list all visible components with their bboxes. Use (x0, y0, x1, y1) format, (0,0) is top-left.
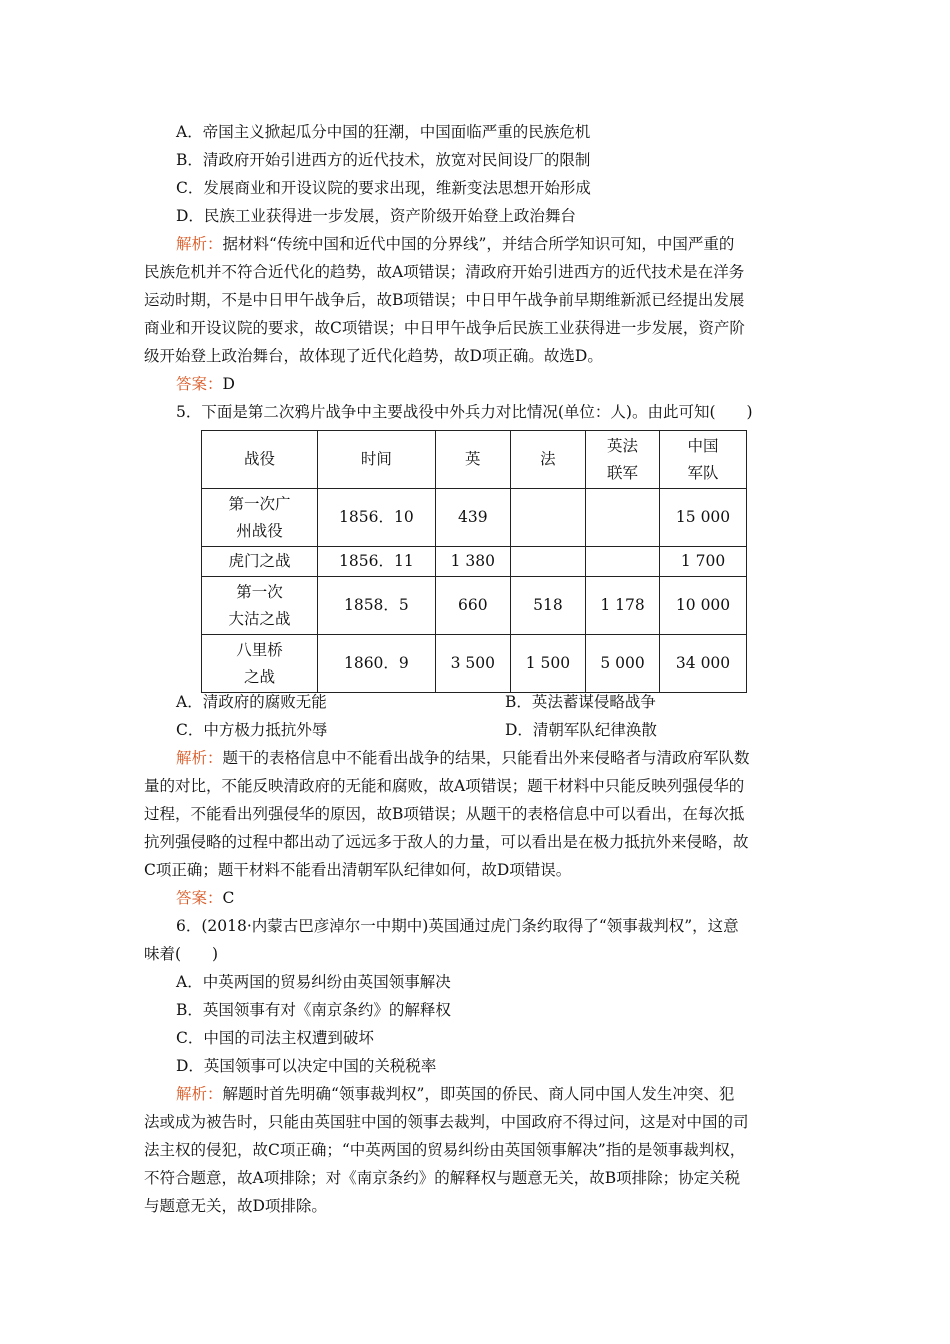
cell-china: 34 000 (660, 635, 747, 693)
q4-analysis-line-3: 运动时期，不是中日甲午战争后，故B项错误；中日甲午战争前早期维新派已经提出发展 (144, 291, 745, 309)
cell-time: 1856．11 (318, 547, 436, 577)
q5-answer-label: 答案： (176, 889, 223, 907)
cell-france (510, 489, 585, 547)
q5-analysis-line-3: 过程，不能看出列强侵华的原因，故B项错误；从题干的表格信息中可以看出，在每次抵 (144, 805, 745, 823)
q5-option-d: D．清朝军队纪律涣散 (505, 721, 657, 739)
q5-analysis-label: 解析： (176, 749, 223, 767)
table-row (202, 577, 747, 635)
cell-france: 518 (510, 577, 585, 635)
q4-analysis-label: 解析： (176, 235, 223, 253)
q6-analysis-line-4: 不符合题意，故A项排除；对《南京条约》的解释权与题意无关，故B项排除；协定关税 (144, 1169, 741, 1187)
q4-analysis-line-2: 民族危机并不符合近代化的趋势，故A项错误；清政府开始引进西方的近代技术是在洋务 (144, 263, 745, 281)
cell-france: 1 500 (510, 635, 585, 693)
header-allied: 英法 联军 (585, 431, 659, 489)
q4-analysis-line-4: 商业和开设议院的要求，故C项错误；中日甲午战争后民族工业获得进一步发展，资产阶 (144, 319, 745, 337)
q4-analysis-line-1 (176, 234, 734, 254)
q4-option-b: B．清政府开始引进西方的近代技术，放宽对民间设厂的限制 (176, 151, 591, 169)
q5-option-b: B．英法蓄谋侵略战争 (505, 693, 656, 711)
cell-allied: 1 178 (585, 577, 659, 635)
q6-analysis-line-2: 法或成为被告时，只能由英国驻中国的领事去裁判，中国政府不得过问，这是对中国的司 (144, 1113, 749, 1131)
q4-answer-label: 答案： (176, 375, 223, 393)
header-uk: 英 (435, 431, 510, 489)
cell-france (510, 547, 585, 577)
cell-uk: 1 380 (435, 547, 510, 577)
cell-battle: 虎门之战 (202, 547, 318, 577)
q6-option-d: D．英国领事可以决定中国的关税税率 (176, 1057, 437, 1075)
q6-analysis-line-1 (176, 1084, 734, 1104)
q5-answer (176, 888, 234, 908)
table-row (202, 635, 747, 693)
q6-analysis-text-1: 解题时首先明确“领事裁判权”，即英国的侨民、商人同中国人发生冲突、犯 (222, 1085, 735, 1103)
cell-battle: 第一次广 州战役 (202, 489, 318, 547)
q4-answer-value: D (222, 375, 235, 393)
cell-allied (585, 547, 659, 577)
cell-battle: 八里桥 之战 (202, 635, 318, 693)
q5-troop-table (201, 430, 747, 693)
q5-analysis-line-4: 抗列强侵略的过程中都出动了远远多于敌人的力量，可以看出是在极力抵抗外来侵略，故 (144, 833, 749, 851)
q4-option-a: A．帝国主义掀起瓜分中国的狂潮，中国面临严重的民族危机 (176, 123, 591, 141)
cell-time: 1860．9 (318, 635, 436, 693)
cell-china: 15 000 (660, 489, 747, 547)
q6-option-a: A．中英两国的贸易纠纷由英国领事解决 (176, 973, 451, 991)
q6-option-c: C．中国的司法主权遭到破坏 (176, 1029, 374, 1047)
cell-uk: 3 500 (435, 635, 510, 693)
q4-option-d: D．民族工业获得进一步发展，资产阶级开始登上政治舞台 (176, 207, 576, 225)
header-china: 中国 军队 (660, 431, 747, 489)
cell-china: 1 700 (660, 547, 747, 577)
q6-stem-line-2: 味着( ) (144, 945, 219, 963)
cell-allied: 5 000 (585, 635, 659, 693)
q5-analysis-text-1: 题干的表格信息中不能看出战争的结果，只能看出外来侵略者与清政府军队数 (222, 749, 750, 767)
q4-analysis-text-1: 据材料“传统中国和近代中国的分界线”，并结合所学知识可知，中国严重的 (222, 235, 735, 253)
cell-china: 10 000 (660, 577, 747, 635)
table-row (202, 489, 747, 547)
cell-allied (585, 489, 659, 547)
q5-stem: 5．下面是第二次鸦片战争中主要战役中外兵力对比情况(单位：人)。由此可知( ) (176, 403, 753, 421)
q5-analysis-line-5: C项正确；题干材料不能看出清朝军队纪律如何，故D项错误。 (144, 861, 572, 879)
q5-analysis-line-2: 量的对比，不能反映清政府的无能和腐败，故A项错误；题干材料中只能反映列强侵华的 (144, 777, 745, 795)
cell-time: 1856．10 (318, 489, 436, 547)
q4-answer (176, 374, 235, 394)
header-france: 法 (510, 431, 585, 489)
header-battle: 战役 (202, 431, 318, 489)
table-row (202, 547, 747, 577)
q4-analysis-line-5: 级开始登上政治舞台，故体现了近代化趋势，故D项正确。故选D。 (144, 347, 603, 365)
q5-answer-value: C (222, 889, 235, 907)
q5-analysis-line-1 (176, 748, 750, 768)
header-time: 时间 (318, 431, 436, 489)
q6-analysis-line-3: 法主权的侵犯，故C项正确；“中英两国的贸易纠纷由英国领事解决”指的是领事裁判权， (144, 1141, 746, 1159)
q5-option-c: C．中方极力抵抗外辱 (176, 721, 328, 739)
cell-battle: 第一次 大沽之战 (202, 577, 318, 635)
q6-stem-line-1: 6．(2018·内蒙古巴彦淖尔一中期中)英国通过虎门条约取得了“领事裁判权”，这意 (176, 917, 739, 935)
q6-analysis-line-5: 与题意无关，故D项排除。 (144, 1197, 327, 1215)
q5-option-a: A．清政府的腐败无能 (176, 693, 327, 711)
cell-time: 1858．5 (318, 577, 436, 635)
q6-analysis-label: 解析： (176, 1085, 223, 1103)
cell-uk: 439 (435, 489, 510, 547)
cell-uk: 660 (435, 577, 510, 635)
q4-option-c: C．发展商业和开设议院的要求出现，维新变法思想开始形成 (176, 179, 591, 197)
q6-option-b: B．英国领事有对《南京条约》的解释权 (176, 1001, 451, 1019)
table-header-row (202, 431, 747, 489)
